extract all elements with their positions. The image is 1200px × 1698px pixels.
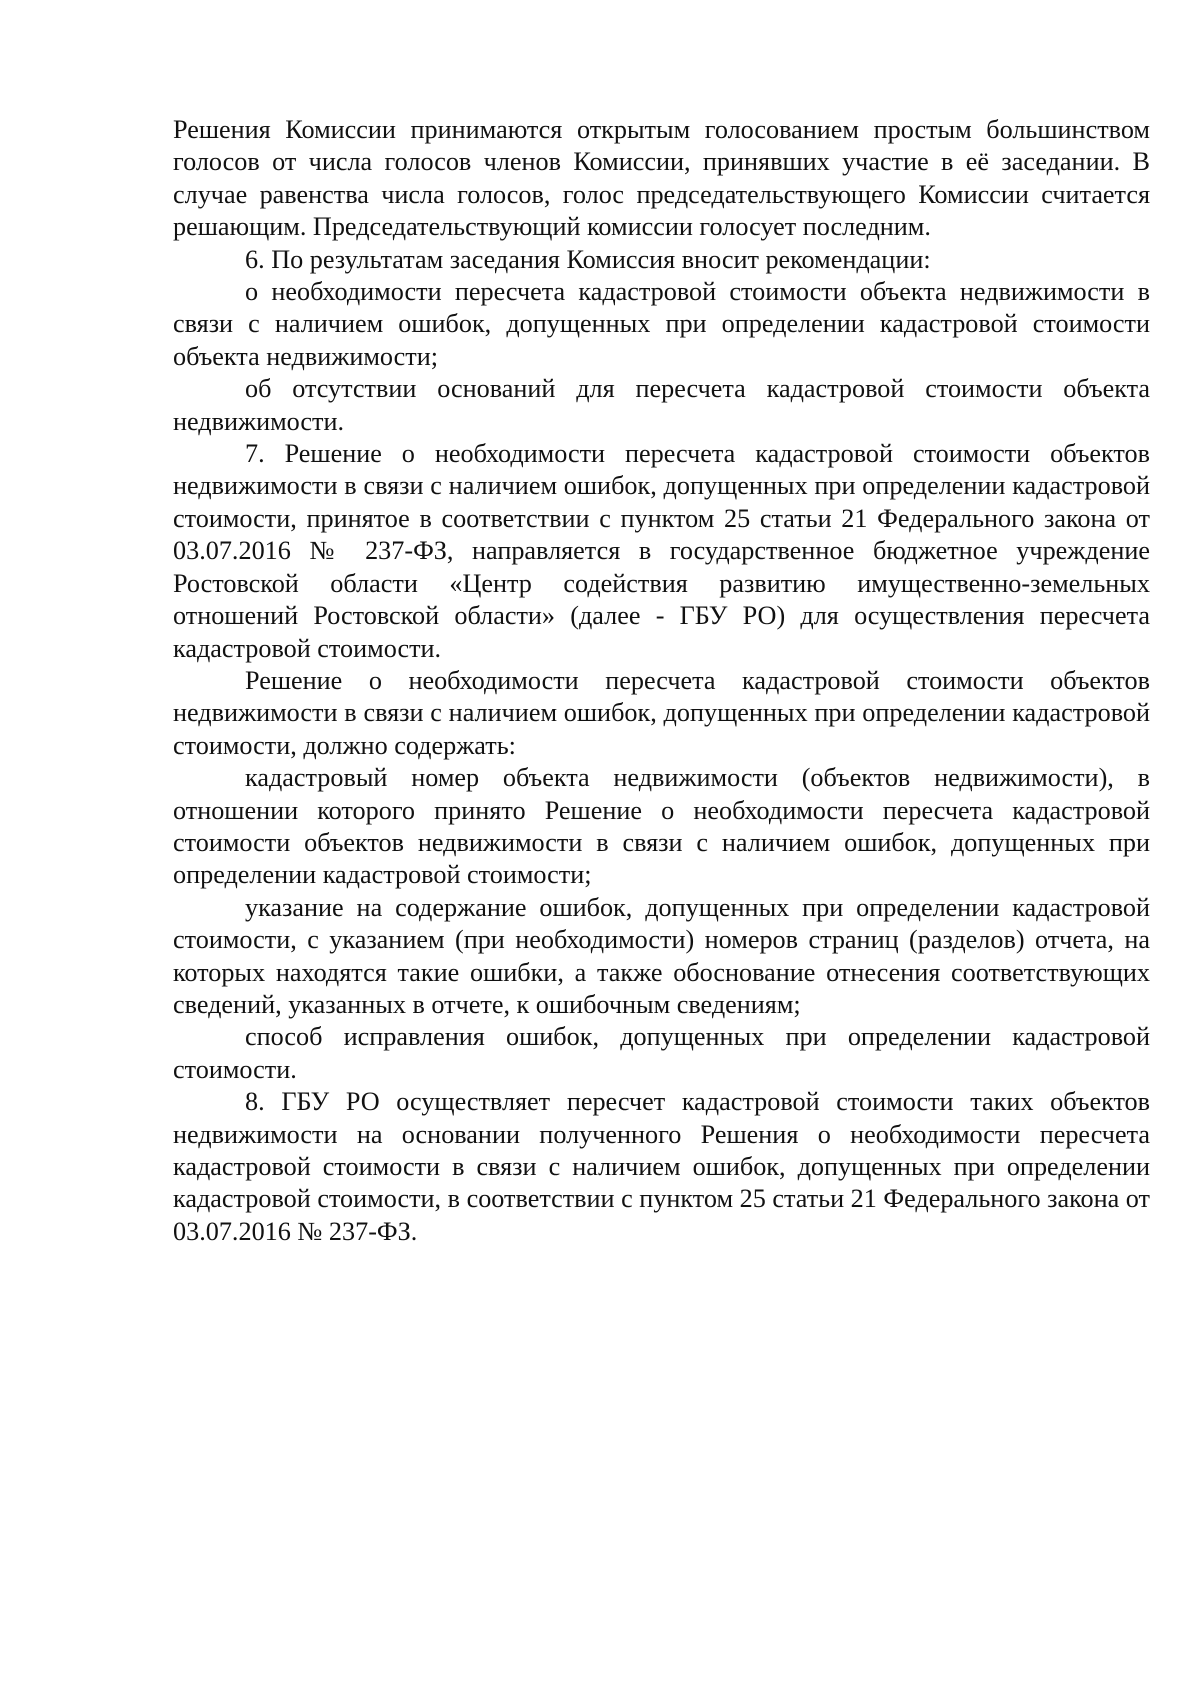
paragraph-recommendation-recalc: о необходимости пересчета кадастровой стоимости объекта недвижимости в связи с наличием ошибок, допущенных при определении кадастровой стоимости объекта недвижимости; [173, 277, 1150, 371]
paragraph-correction-method: способ исправления ошибок, допущенных при определении кадастровой стоимости. [173, 1022, 1150, 1084]
paragraph-cadastral-number: кадастровый номер объекта недвижимости (объектов недвижимости), в отношении которого принято Решение о необходимости пересчета кадастровой стоимости объектов недвижимости в связи с наличием ошибок, допущенных при определении кадастровой стоимости; [173, 763, 1150, 890]
paragraph-item-7: 7. Решение о необходимости пересчета кадастровой стоимости объектов недвижимости в связи с наличием ошибок, допущенных при определении кадастровой стоимости, принятое в соответствии с пунктом 25 статьи 21 Федерального закона от 03.07.2016 № 237-ФЗ, направляется в государственное бюджетное учреждение Ростовской области «Центр содействия развитию имущественно-земельных отношений Ростовской области» (далее - ГБУ РО) для осуществления пересчета кадастровой стоимости. [173, 439, 1150, 663]
paragraph-voting-rules: Решения Комиссии принимаются открытым голосованием простым большинством голосов от числа голосов членов Комиссии, принявших участие в её заседании. В случае равенства числа голосов, голос председательствующего Комиссии считается решающим. Председательствующий комиссии голосует последним. [173, 115, 1150, 242]
paragraph-item-6: 6. По результатам заседания Комиссия вносит рекомендации: [245, 244, 931, 274]
paragraph-errors-indication: указание на содержание ошибок, допущенных при определении кадастровой стоимости, с указанием (при необходимости) номеров страниц (разделов) отчета, на которых находятся такие ошибки, а также обоснование отнесения соответствующих сведений, указанных в отчете, к ошибочным сведениям; [173, 892, 1150, 1019]
document-body [173, 114, 1150, 1248]
paragraph-recommendation-no-grounds: об отсутствии оснований для пересчета кадастровой стоимости объекта недвижимости. [173, 374, 1150, 436]
paragraph-item-8: 8. ГБУ РО осуществляет пересчет кадастровой стоимости таких объектов недвижимости на основании полученного Решения о необходимости пересчета кадастровой стоимости в связи с наличием ошибок, допущенных при определении кадастровой стоимости, в соответствии с пунктом 25 статьи 21 Федерального закона от 03.07.2016 № 237-ФЗ. [173, 1087, 1150, 1246]
paragraph-decision-contents: Решение о необходимости пересчета кадастровой стоимости объектов недвижимости в связи с наличием ошибок, допущенных при определении кадастровой стоимости, должно содержать: [173, 665, 1150, 760]
